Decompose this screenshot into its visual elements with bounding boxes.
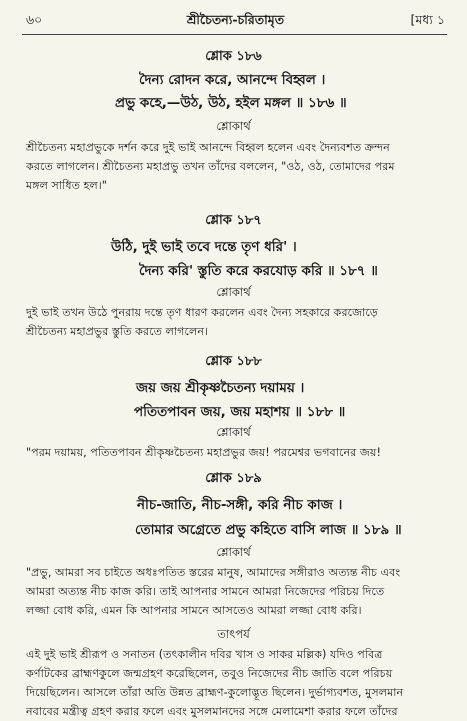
translation-line: "পরম দয়াময়, পতিতপাবন শ্রীকৃষ্ণচৈতন্য মহাপ্রভুর জয়! পরমেশ্বর ভগবানের জয়! — [26, 446, 381, 459]
translation-line: মঙ্গল সাধিত হল।" — [26, 179, 107, 192]
purport-line: নবাবের মন্ত্রীত্ব গ্রহণ করার ফলে এবং মুসলমানদের সঙ্গে মেলামেশা করার ফলে তাঁদের — [26, 705, 398, 718]
translation-line: শ্রীচৈতন্য মহাপ্রভুর স্তুতি করতে লাগলেন। — [26, 325, 209, 338]
verse-line: তোমার অগ্রেতে প্রভু কহিতে বাসি লাজ ॥ ১৮৯ ॥ — [135, 522, 402, 538]
verse-line: প্রভু কহে,—উঠ, উঠ, হইল মঙ্গল ॥ ১৮৬ ॥ — [115, 95, 347, 111]
translation-line: আমরা অত্যন্ত নীচ কাজ করি। তাই আপনার সামনে আমরা নিজেদের পরিচয় দিতে — [26, 585, 385, 598]
translation-line: করতে লাগলেন। শ্রীচৈতন্য মহাপ্রভু তখন তাঁদের বললেন, "ওঠ, ওঠ, তোমাদের পরম — [26, 160, 395, 173]
verse-line: দৈন্য রোদন করে, আনন্দে বিহ্বল । — [139, 72, 326, 88]
page-number: ৬০ — [26, 12, 43, 27]
verse-line: দৈন্য করি' স্তুতি করে করযোড় করি ॥ ১৮৭ ॥ — [139, 263, 378, 279]
translation-heading: শ্লোকার্থ — [216, 425, 251, 439]
section-label: [মধ্য ১ — [410, 12, 445, 27]
running-title: শ্রীচৈতন্য-চরিতামৃত — [186, 12, 285, 27]
verse-heading: শ্লোক ১৮৯ — [205, 471, 262, 486]
purport-line: কর্ণাটকের ব্রাহ্মণকুলে জন্মগ্রহণ করেছিলেন, তবুও নিজেদের নীচ জাতি বলে পরিচয় — [26, 667, 393, 680]
page-header — [26, 12, 445, 32]
verse-line: পতিতপাবন জয়, জয় মহাশয় ॥ ১৮৮ ॥ — [134, 404, 346, 420]
verse-heading: শ্লোক ১৮৮ — [205, 354, 262, 369]
translation-heading: শ্লোকার্থ — [216, 545, 251, 559]
header-rule — [22, 34, 447, 35]
verse-heading: শ্লোক ১৮৭ — [205, 213, 262, 228]
translation-heading: শ্লোকার্থ — [216, 285, 251, 299]
translation-line: "প্রভু, আমরা সব চাইতে অধঃপতিত স্তরের মানুষ, আমাদের সঙ্গীরাও অত্যন্ত নীচ এবং — [26, 566, 401, 579]
translation-line: লজ্জা বোধ করি, এমন কি আপনার সামনে আসতেও আমরা লজ্জা বোধ করি। — [26, 604, 362, 617]
purport-line: এই দুই ভাই শ্রীরূপ ও সনাতন (তৎকালীন দবির খাস ও সাকর মল্লিক) যদিও পবিত্র — [26, 648, 383, 661]
translation-line: দুই ভাই তখন উঠে পুনরায় দন্তে তৃণ ধারণ করলেন এবং দৈন্য সহকারে করজোড়ে — [26, 306, 378, 319]
translation-heading: শ্লোকার্থ — [216, 119, 251, 133]
purport-line: দিয়েছিলেন। আসলে তাঁরা অতি উন্নত ব্রাহ্মণ-কুলোদ্ভূত ছিলেন। দুর্ভাগ্যবশত, মুসলমান — [26, 686, 404, 699]
purport-heading: তাৎপর্য — [217, 627, 250, 641]
translation-line: শ্রীচৈতন্য মহাপ্রভুকে দর্শন করে দুই ভাই আনন্দে বিহ্বল হলেন এবং দৈন্যবশত ক্রন্দন — [26, 141, 390, 154]
verse-line: জয় জয় শ্রীকৃষ্ণচৈতন্য দয়াময় । — [136, 380, 305, 396]
verse-line: নীচ-জাতি, নীচ-সঙ্গী, করি নীচ কাজ । — [137, 497, 343, 513]
verse-heading: শ্লোক ১৮৬ — [205, 49, 262, 64]
verse-line: উঠি, দুই ভাই তবে দন্তে তৃণ ধরি' । — [111, 239, 297, 255]
